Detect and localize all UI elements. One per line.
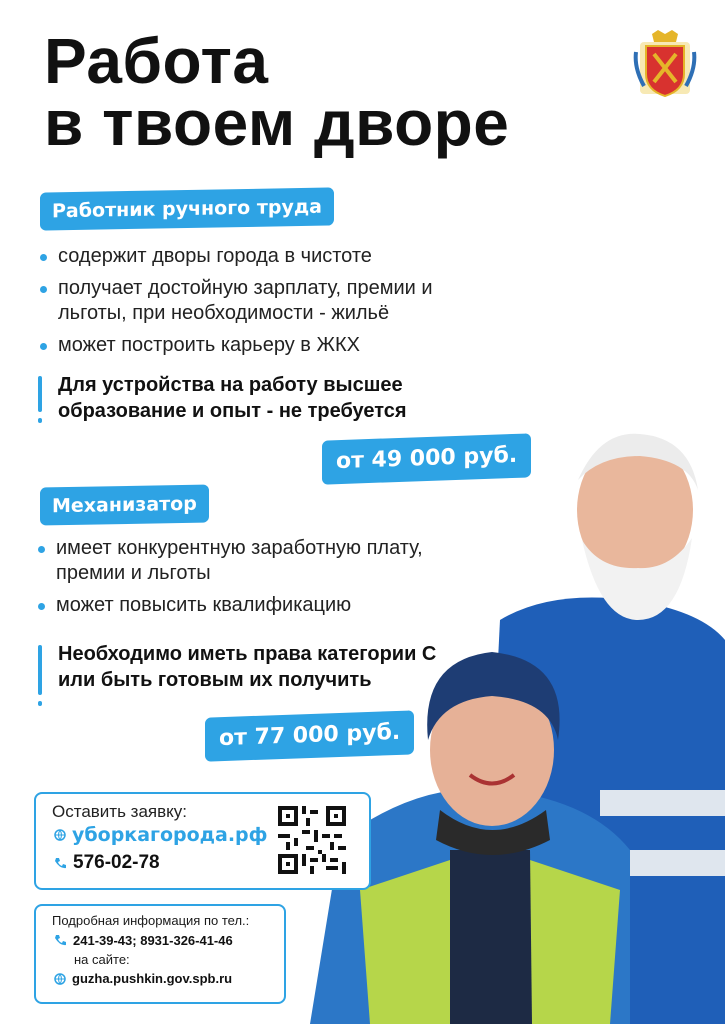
job-tag-manual-worker: Работник ручного труда	[40, 187, 334, 230]
globe-icon	[54, 829, 66, 841]
list-item: может повысить квалификацию	[38, 593, 458, 618]
salary-badge-1: от 49 000 руб.	[322, 433, 531, 484]
apply-contact-box	[34, 792, 371, 890]
info-website-link[interactable]: guzha.pushkin.gov.spb.ru	[54, 971, 232, 986]
list-item: содержит дворы города в чистоте	[40, 244, 500, 269]
info-label: Подробная информация по тел.:	[52, 913, 250, 928]
bullet-icon	[38, 603, 45, 610]
list-item: имеет конкурентную заработную плату, премии и льготы	[38, 536, 458, 586]
job-tag-machine-operator: Механизатор	[40, 485, 209, 526]
info-contact-box	[34, 904, 286, 1004]
list-item: может построить карьеру в ЖКХ	[40, 333, 500, 358]
requirement-note-1: Для устройства на работу высшее образование и опыт - не требуется	[58, 372, 498, 424]
apply-label: Оставить заявку:	[52, 802, 188, 821]
info-phones[interactable]: 241-39-43; 8931-326-41-46	[54, 933, 233, 948]
title-line-2: в твоем дворе	[44, 87, 510, 159]
coat-of-arms-icon	[632, 28, 698, 100]
phone-icon	[54, 857, 67, 870]
apply-website-link[interactable]: уборкагорода.рф	[54, 824, 268, 846]
exclamation-icon	[38, 645, 42, 695]
info-on-site-label: на сайте:	[74, 952, 130, 967]
salary-badge-2: от 77 000 руб.	[205, 710, 414, 761]
title-line-1: Работа	[44, 25, 269, 97]
phone-icon	[54, 934, 67, 947]
globe-icon	[54, 973, 66, 985]
bullet-icon	[40, 343, 47, 350]
apply-phone-link[interactable]: 576-02-78	[54, 852, 160, 874]
requirement-note-2: Необходимо иметь права категории С или быть готовым их получить	[58, 641, 438, 693]
manual-worker-benefits-list	[40, 244, 500, 365]
bullet-icon	[40, 286, 47, 293]
bullet-icon	[38, 546, 45, 553]
page-title	[44, 25, 510, 159]
list-item: получает достойную зарплату, премии и льготы, при необходимости - жильё	[40, 276, 500, 326]
qr-code-icon[interactable]	[278, 806, 346, 874]
bullet-icon	[40, 254, 47, 261]
exclamation-icon	[38, 376, 42, 412]
